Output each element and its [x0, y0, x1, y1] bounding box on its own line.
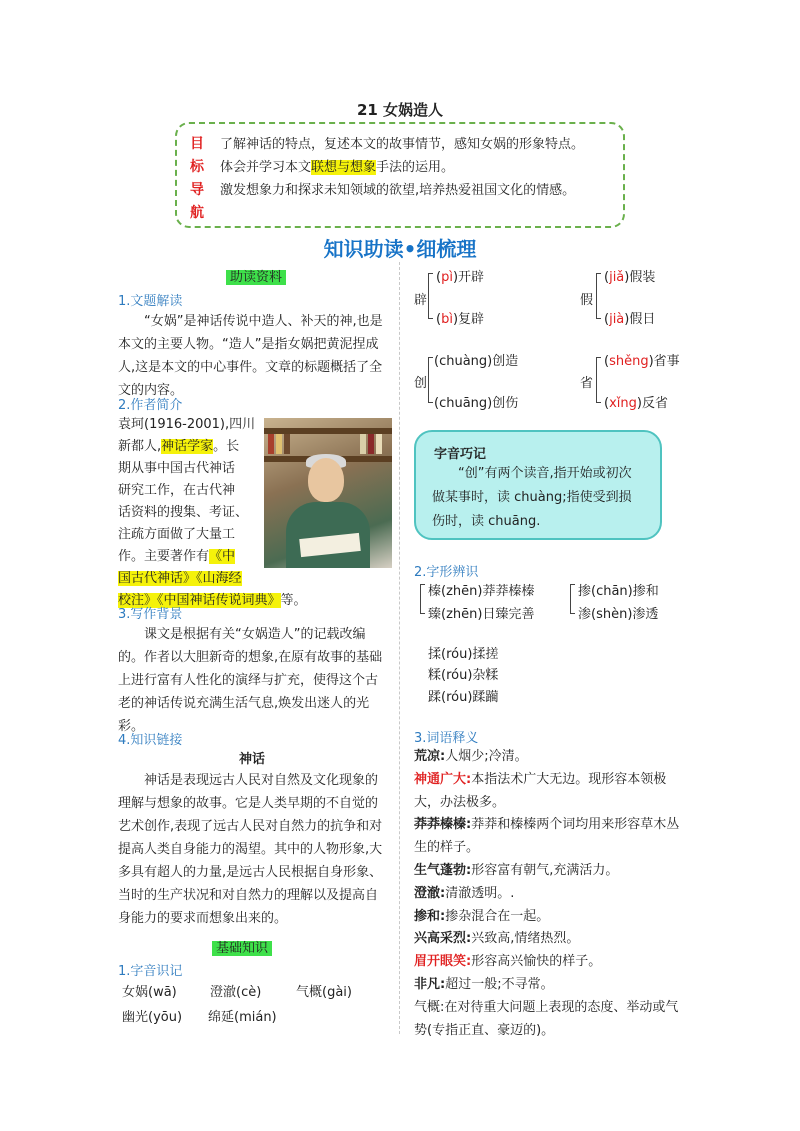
definition-item: [414, 769, 684, 815]
char-reading: (chuàng)创造: [434, 354, 519, 369]
author-line-text: 作。主要著作有: [118, 549, 210, 564]
definition-item: [414, 928, 684, 951]
form-item: 臻(zhēn)日臻完善: [428, 607, 535, 622]
section-title: 知识助读•细梳理: [323, 237, 477, 261]
form-item: 糅(róu)杂糅: [428, 668, 499, 683]
heading-char-form: 2.字形辨识: [414, 565, 479, 580]
definition-item: [414, 814, 684, 860]
char-head: 辟: [414, 293, 428, 308]
face-graphic: [308, 458, 344, 502]
author-photo: [264, 418, 392, 568]
definition-text: 莽莽和榛榛两个词均用来形容草木丛生的样子。: [414, 817, 680, 856]
pron-item: 女娲(wā): [122, 985, 177, 1000]
heading-knowledge-link: 4.知识链接: [118, 733, 183, 748]
heading-pronunciation: 1.字音识记: [118, 964, 183, 979]
goal-line: 激发想象力和探求未知领域的欲望,培养热爱祖国文化的情感。: [220, 183, 576, 198]
char-reading: (pì)开辟: [436, 270, 485, 285]
char-reading: (jià)假日: [604, 312, 656, 327]
author-line-text: 等。: [280, 593, 307, 608]
char-head: 省: [580, 376, 594, 391]
author-line: 袁珂(1916-2001),四川: [118, 417, 256, 432]
definition-item: [414, 746, 684, 769]
author-line: 研究工作，在古代神: [118, 483, 236, 498]
book-graphic: [268, 434, 274, 454]
definition-text: 人烟少;冷清。: [445, 749, 528, 764]
column-divider: [399, 262, 400, 1034]
heading-author: 2.作者简介: [118, 398, 183, 413]
page-title: 21 女娲造人: [356, 101, 444, 119]
author-line: [118, 436, 263, 458]
book-graphic: [276, 434, 282, 454]
form-item: 榛(zhēn)莽莽榛榛: [428, 584, 535, 599]
definition-item: [414, 951, 684, 974]
char-reading: (chuāng)创伤: [434, 396, 519, 411]
paragraph-text: 神话是表现远古人民对自然及文化现象的理解与想象的故事。它是人类早期的不自觉的艺术创作,表现了远古人民对自然力的抗争和对提高人类自身能力的渴望。其中的人物形象,大多具有超人的力量,是远古人民根据自身形象、当时的生产状况和对自然力的理解以及提高自身能力的要求而想象出来的。: [118, 773, 383, 926]
goals-label-char: 目: [190, 136, 204, 152]
char-head: 创: [414, 376, 428, 391]
goals-label-char: 标: [190, 159, 204, 175]
goal-line: [220, 156, 584, 179]
goals-label-char: 航: [190, 205, 204, 221]
definition-text: 掺杂混合在一起。: [445, 908, 550, 924]
char-reading: (jiǎ)假装: [604, 270, 656, 285]
definition-term: 神通广大:: [414, 771, 472, 787]
definition-list: [414, 746, 684, 1042]
book-graphic: [360, 434, 366, 454]
char-reading: (bì)复辟: [436, 312, 485, 327]
brace: [596, 357, 601, 403]
definition-term: 兴高采烈:: [414, 931, 472, 947]
definition-term: 非凡:: [414, 976, 446, 992]
author-line-text: 。长: [213, 439, 240, 454]
author-line: 注疏方面做了大量工: [118, 527, 236, 542]
badge-text: 助读资料: [226, 270, 286, 285]
myth-paragraph: [118, 769, 386, 930]
goals-lines: [220, 133, 584, 202]
paragraph-text: 课文是根据有关“女娲造人”的记载改编的。作者以大胆新奇的想象,在原有故事的基础上进行富有人性化的演绎与扩充，使得这个古老的神话传说充满生活气息,焕发出迷人的光彩。: [118, 627, 383, 734]
author-line-text: 新都人,: [118, 439, 162, 454]
definition-text: 超过一般;不寻常。: [445, 976, 554, 992]
definition-text: 形容高兴愉快的样子。: [471, 954, 602, 970]
pron-item: 绵延(mián): [208, 1010, 277, 1025]
paragraph-text: “女娲”是神话传说中造人、补天的神,也是本文的主要人物。“造人”是指女娲把黄泥捏成人,这是本文的中心事件。文章的标题概括了全文的内容。: [118, 314, 383, 398]
definition-text: 本指法术广大无边。现形容本领极大，办法极多。: [414, 771, 667, 810]
brace: [428, 357, 433, 403]
definition-term: 荒凉:: [414, 749, 446, 764]
author-highlight: 国古代神话》《山海经: [118, 571, 242, 586]
goals-label-char: 导: [190, 182, 204, 198]
definition-item: [414, 974, 684, 997]
title-reading-paragraph: [118, 310, 386, 402]
author-line: [118, 568, 263, 590]
definition-term: 莽莽榛榛:: [414, 817, 472, 833]
book-graphic: [284, 434, 290, 454]
form-item: 蹂(róu)蹂躏: [428, 690, 499, 705]
definition-term: 掺和:: [414, 908, 446, 924]
book-graphic: [376, 434, 382, 454]
form-item: 掺(chān)掺和: [578, 584, 659, 599]
definition-text: 形容富有朝气,充满活力。: [471, 862, 619, 878]
definition-item: [414, 906, 684, 929]
pron-item: 幽光(yōu): [122, 1010, 183, 1025]
heading-background: 3.写作背景: [118, 607, 183, 622]
definition-text: 清澈透明。.: [445, 885, 515, 901]
goal-highlight: 联想与想象: [311, 160, 377, 175]
author-line: 期从事中国古代神话: [118, 461, 236, 476]
brace: [428, 273, 433, 319]
definition-item: [414, 860, 684, 883]
pron-item: 气概(gài): [296, 985, 352, 1000]
form-item: 揉(róu)揉搓: [428, 647, 499, 662]
author-highlight: 神话学家: [161, 439, 214, 454]
definition-item: 气概:在对待重大问题上表现的态度、举动或气势(专指正直、豪迈的)。: [414, 999, 679, 1038]
tip-title: 字音巧记: [434, 447, 487, 462]
book-graphic: [368, 434, 374, 454]
goal-line-text: 手法的运用。: [376, 160, 455, 175]
goals-label: [190, 133, 208, 225]
brace: [570, 584, 575, 614]
definition-term: 眉开眼笑:: [414, 954, 472, 970]
tip-text: “创”有两个读音,指开始或初次做某事时，读 chuàng;指使受到损伤时，读 chuāng.: [432, 466, 632, 529]
badge-reading: [226, 266, 286, 285]
char-head: 假: [580, 293, 594, 308]
author-bio: [118, 414, 307, 612]
pron-item: 澄澈(cè): [210, 985, 262, 1000]
char-reading: (xǐng)反省: [604, 396, 668, 411]
brace: [420, 584, 425, 614]
form-item: 渗(shèn)渗透: [578, 607, 659, 622]
author-highlight: 《中: [209, 549, 236, 564]
char-reading: (shěng)省事: [604, 354, 680, 369]
myth-title: 神话: [238, 752, 265, 767]
definition-item: [414, 883, 684, 906]
brace: [596, 273, 601, 319]
badge-basic: [212, 937, 272, 956]
heading-word-definitions: 3.词语释义: [414, 731, 479, 746]
goal-line-text: 体会并学习本文: [220, 160, 312, 175]
heading-title-reading: 1.文题解读: [118, 294, 183, 309]
definition-text: 兴致高,情绪热烈。: [471, 931, 580, 947]
goal-line: 了解神话的特点，复述本文的故事情节，感知女娲的形象特点。: [220, 137, 585, 152]
author-line: 话资料的搜集、考证、: [118, 505, 249, 520]
definition-term: 生气蓬勃:: [414, 862, 472, 878]
badge-text: 基础知识: [212, 941, 272, 956]
background-paragraph: [118, 623, 386, 738]
author-line: [118, 546, 263, 568]
author-highlight: 校注》《中国神话传说词典》: [118, 593, 281, 608]
definition-term: 澄澈:: [414, 885, 446, 901]
